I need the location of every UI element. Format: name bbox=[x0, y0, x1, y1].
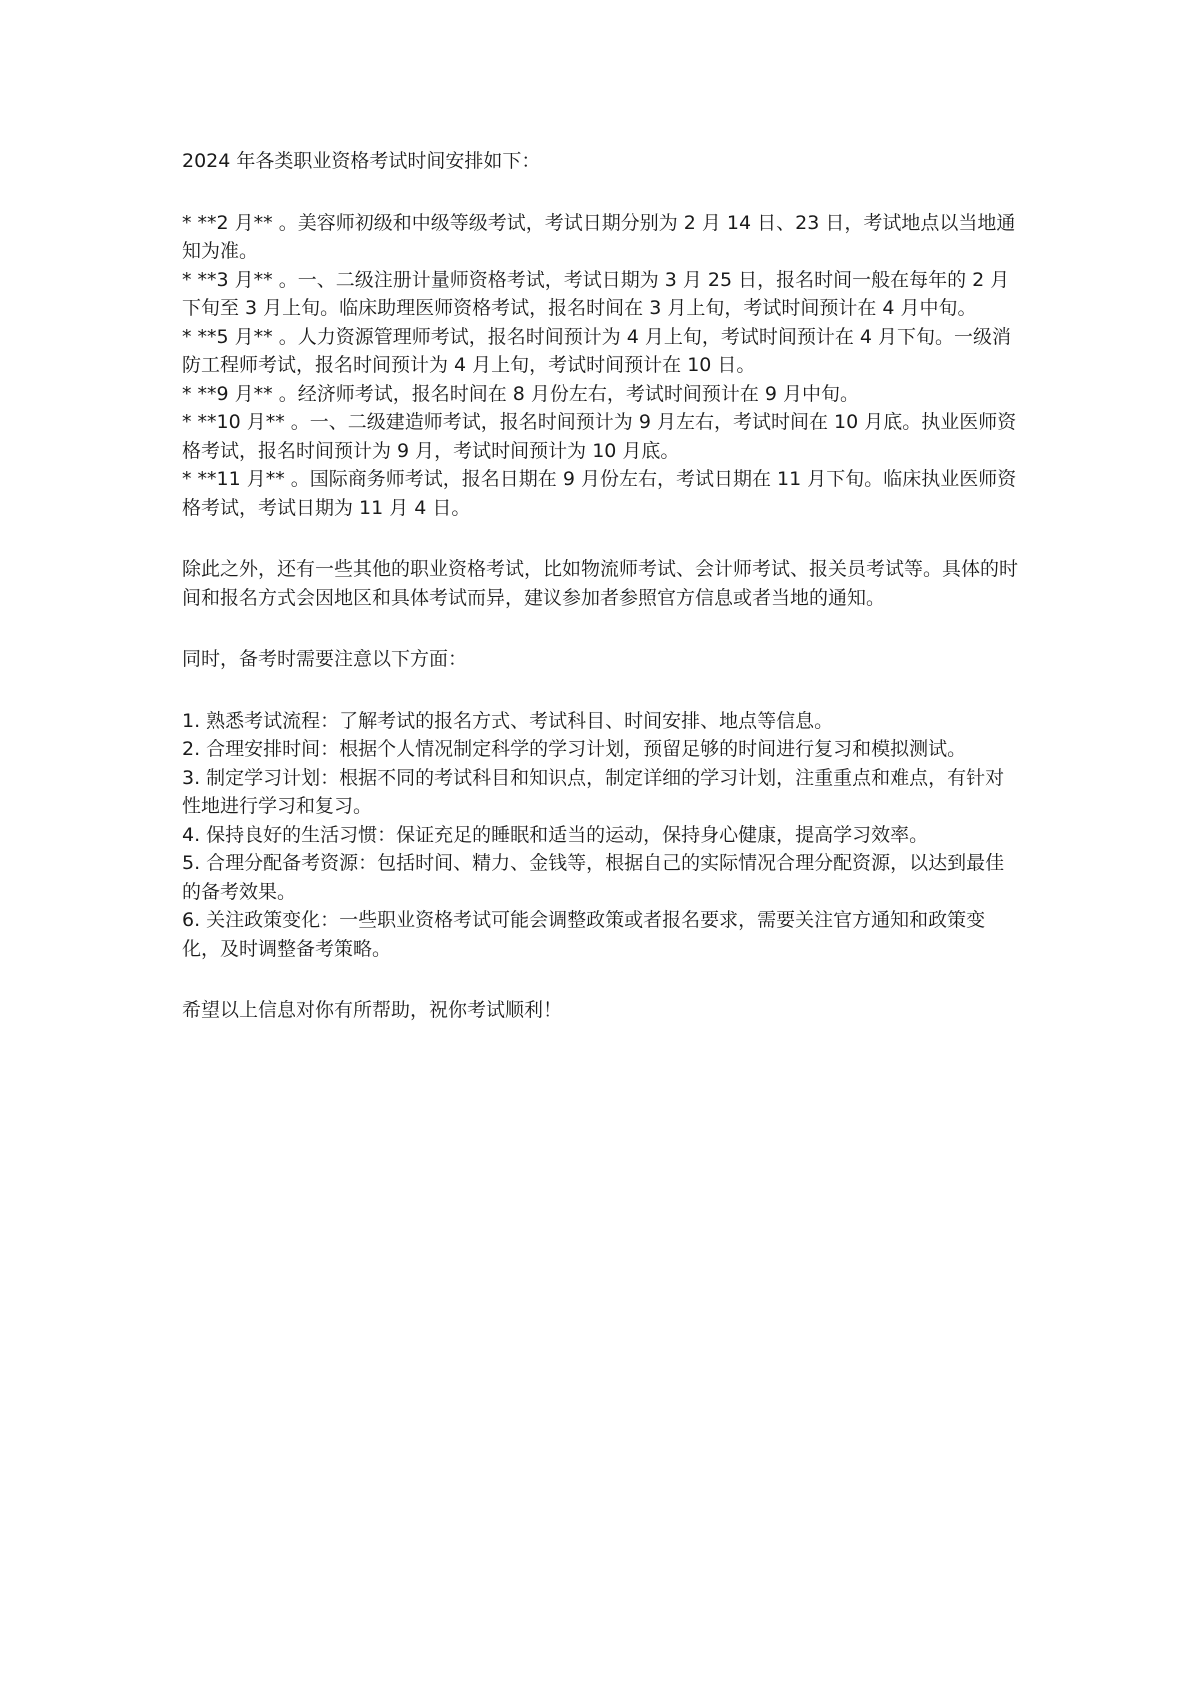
paragraph-gap bbox=[182, 522, 1022, 555]
tip-item: 3. 制定学习计划：根据不同的考试科目和知识点，制定详细的学习计划，注重重点和难点，有针对性地进行学习和复习。 bbox=[182, 766, 1005, 817]
schedule-item-may: * **5 月** 。人力资源管理师考试，报名时间预计为 4 月上旬，考试时间预计在 4 月下旬。一级消防工程师考试，报名时间预计为 4 月上旬，考试时间预计在 10 日。 bbox=[182, 325, 1012, 376]
schedule-item-mar: * **3 月** 。一、二级注册计量师资格考试，考试日期为 3 月 25 日，报名时间一般在每年的 2 月下旬至 3 月上旬。临床助理医师资格考试，报名时间在 3 月上旬，考试时间预计在 4 月中旬。 bbox=[182, 268, 1010, 319]
paragraph-gap bbox=[182, 176, 1022, 209]
schedule-item-oct: * **10 月** 。一、二级建造师考试，报名时间预计为 9 月左右，考试时间在 10 月底。执业医师资格考试，报名时间预计为 9 月，考试时间预计为 10 月底。 bbox=[182, 411, 1017, 462]
schedule-item-nov: * **11 月** 。国际商务师考试，报名日期在 9 月份左右，考试日期在 11 月下旬。临床执业医师资格考试，考试日期为 11 月 4 日。 bbox=[182, 468, 1017, 519]
tips-list bbox=[182, 707, 1022, 964]
other-exams-paragraph: 除此之外，还有一些其他的职业资格考试，比如物流师考试、会计师考试、报关员考试等。具体的时间和报名方式会因地区和具体考试而异，建议参加者参照官方信息或者当地的通知。 bbox=[182, 558, 1019, 609]
schedule-item-sep: * **9 月** 。经济师考试，报名时间在 8 月份左右，考试时间预计在 9 月中旬。 bbox=[182, 382, 860, 405]
tip-item: 4. 保持良好的生活习惯：保证充足的睡眠和适当的运动，保持身心健康，提高学习效率。 bbox=[182, 823, 929, 846]
schedule-item-feb: * **2 月** 。美容师初级和中级等级考试，考试日期分别为 2 月 14 日、23 日，考试地点以当地通知为准。 bbox=[182, 211, 1016, 262]
schedule-list bbox=[182, 209, 1022, 523]
intro-paragraph: 2024 年各类职业资格考试时间安排如下： bbox=[182, 150, 541, 172]
document-body bbox=[182, 147, 1022, 1025]
tip-item: 2. 合理安排时间：根据个人情况制定科学的学习计划，预留足够的时间进行复习和模拟测试。 bbox=[182, 738, 967, 760]
paragraph-gap bbox=[182, 963, 1022, 996]
paragraph-gap bbox=[182, 612, 1022, 645]
tip-item: 5. 合理分配备考资源：包括时间、精力、金钱等，根据自己的实际情况合理分配资源，以达到最佳的备考效果。 bbox=[182, 852, 1005, 903]
closing-paragraph: 希望以上信息对你有所帮助，祝你考试顺利！ bbox=[182, 999, 563, 1021]
paragraph-gap bbox=[182, 674, 1022, 707]
tip-item: 1. 熟悉考试流程：了解考试的报名方式、考试科目、时间安排、地点等信息。 bbox=[182, 709, 834, 732]
prep-intro-paragraph: 同时，备考时需要注意以下方面： bbox=[182, 648, 468, 670]
tip-item: 6. 关注政策变化：一些职业资格考试可能会调整政策或者报名要求，需要关注官方通知和政策变化，及时调整备考策略。 bbox=[182, 909, 986, 960]
